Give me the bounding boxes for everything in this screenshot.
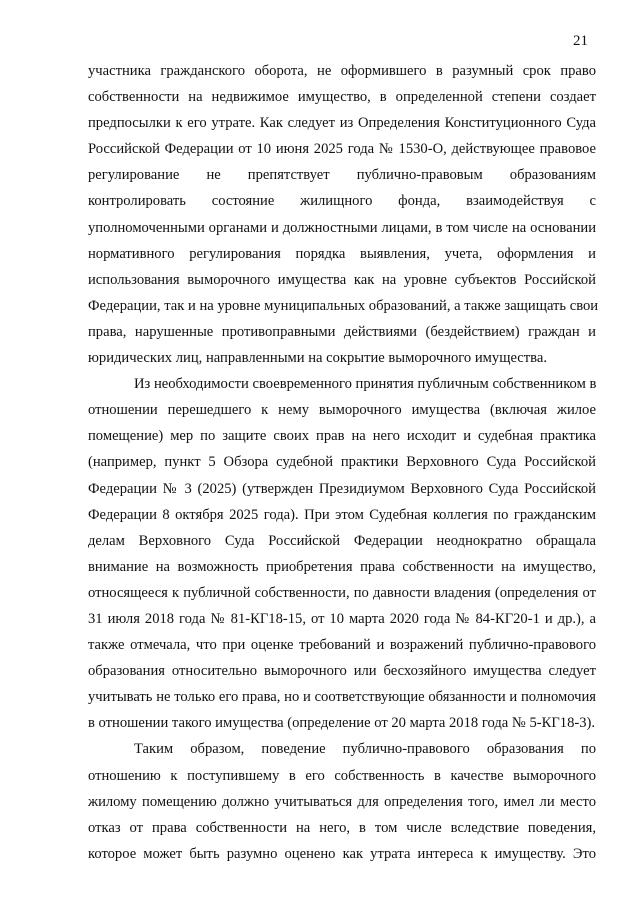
paragraph-1 [88,58,599,371]
text-line: отношении перешедшего к нему выморочного имущества (включая жилое [88,402,596,419]
text-line: помещение) мер по защите своих прав на него исходит и судебная практика [88,428,596,445]
text-line: права, нарушенные противоправными действиями (бездействием) граждан и [88,323,596,340]
text-line: 31 июля 2018 года № 81-КГ18-15, от 10 марта 2020 года № 84-КГ20-1 и др.), а [88,610,596,627]
text-line: относящееся к публичной собственности, по давности владения (определения от [88,584,596,601]
page-number: 21 [573,33,588,49]
text-line: учитывать не только его права, но и соответствующие обязанности и полномочия [88,689,596,706]
paragraph-2 [88,371,596,736]
text-line: Российской Федерации от 10 июня 2025 года № 1530-О, действующее правовое [88,141,596,158]
text-line: внимание на возможность приобретения права собственности на имущество, [88,558,596,575]
text-line: Таким образом, поведение публично-правового образования по [134,741,596,758]
text-line: Федерации, так и на уровне муниципальных образований, а также защищать свои [88,297,599,314]
text-line: отказ от права собственности на него, в том числе вследствие поведения, [88,819,596,836]
paragraph-3 [88,736,596,866]
text-line: юридических лиц, направленными на сокрытие выморочного имущества. [88,350,547,367]
text-line: участника гражданского оборота, не оформившего в разумный срок право [88,63,596,79]
text-line: в отношении такого имущества (определение от 20 марта 2018 года № 5-КГ18-3). [88,715,596,732]
text-line: делам Верховного Суда Российской Федерации неоднократно обращала [88,532,596,549]
text-line: (например, пункт 5 Обзора судебной практики Верховного Суда Российской [88,454,596,471]
text-line: уполномоченными органами и должностными лицами, в том числе на основании [88,219,596,236]
body-text [88,58,599,867]
text-line: собственности на недвижимое имущество, в определенной степени создает [88,89,596,106]
text-line: Федерации № 3 (2025) (утвержден Президиумом Верховного Суда Российской [88,480,596,497]
text-line: жилому помещению должно учитываться для определения того, имел ли место [88,793,596,810]
text-line: Из необходимости своевременного принятия публичным собственником в [134,376,597,393]
text-line: Федерации 8 октября 2025 года). При этом Судебная коллегия по гражданским [88,506,596,523]
text-line: предпосылки к его утрате. Как следует из Определения Конституционного Суда [88,115,596,132]
text-line: использования выморочного имущества как на уровне субъектов Российской [88,271,596,288]
text-line: нормативного регулирования порядка выявления, учета, оформления и [88,245,596,262]
text-line: образования относительно выморочного или бесхозяйного имущества следует [88,663,596,680]
text-line: которое может быть разумно оценено как утрата интереса к имуществу. Это [88,845,596,862]
text-line: контролировать состояние жилищного фонда, взаимодействуя с [88,193,596,210]
text-line: регулирование не препятствует публично-правовым образованиям [88,167,596,184]
text-line: также отмечала, что при оценке требований и возражений публично-правового [88,637,596,654]
text-line: отношению к поступившему в его собственность в качестве выморочного [88,767,596,784]
